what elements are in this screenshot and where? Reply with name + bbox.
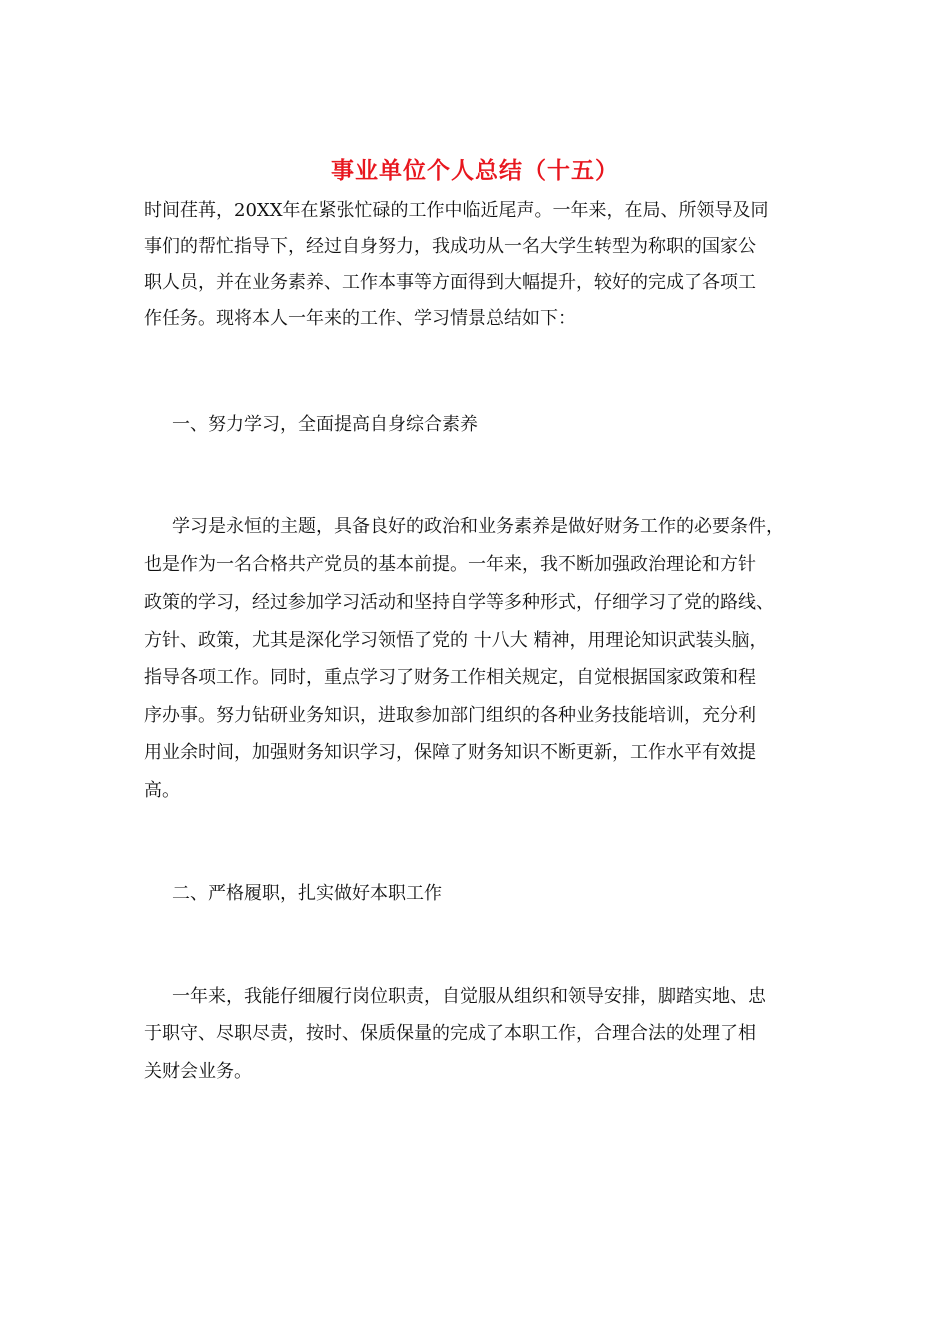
paragraph-line: 用业余时间，加强财务知识学习，保障了财务知识不断更新，工作水平有效提 xyxy=(144,742,756,763)
paragraph-line: 作任务。现将本人一年来的工作、学习情景总结如下： xyxy=(144,308,576,329)
paragraph-line: 一年来，我能仔细履行岗位职责，自觉服从组织和领导安排，脚踏实地、忠 xyxy=(172,986,766,1007)
paragraph-line: 关财会业务。 xyxy=(144,1061,252,1082)
paragraph-line: 学习是永恒的主题，具备良好的政治和业务素养是做好财务工作的必要条件， xyxy=(172,516,784,537)
paragraph-line: 序办事。努力钻研业务知识，进取参加部门组织的各种业务技能培训，充分利 xyxy=(144,705,756,726)
paragraph-line: 事们的帮忙指导下，经过自身努力，我成功从一名大学生转型为称职的国家公 xyxy=(144,236,756,257)
paragraph-line: 时间荏苒，20XX年在紧张忙碌的工作中临近尾声。一年来，在局、所领导及同 xyxy=(144,200,769,221)
paragraph-line: 职人员，并在业务素养、工作本事等方面得到大幅提升，较好的完成了各项工 xyxy=(144,272,756,293)
section-heading-2: 二、严格履职，扎实做好本职工作 xyxy=(172,883,442,904)
paragraph-line: 也是作为一名合格共产党员的基本前提。一年来，我不断加强政治理论和方针 xyxy=(144,554,756,575)
paragraph-line: 指导各项工作。同时，重点学习了财务工作相关规定，自觉根据国家政策和程 xyxy=(144,667,756,688)
paragraph-line: 于职守、尽职尽责，按时、保质保量的完成了本职工作，合理合法的处理了相 xyxy=(144,1023,756,1044)
paragraph-line: 高。 xyxy=(144,780,180,801)
section-heading-1: 一、努力学习，全面提高自身综合素养 xyxy=(172,414,478,435)
paragraph-line: 政策的学习，经过参加学习活动和坚持自学等多种形式，仔细学习了党的路线、 xyxy=(144,592,774,613)
paragraph-line: 方针、政策，尤其是深化学习领悟了党的 十八大 精神，用理论知识武装头脑， xyxy=(144,630,768,651)
document-title: 事业单位个人总结（十五） xyxy=(331,157,619,184)
